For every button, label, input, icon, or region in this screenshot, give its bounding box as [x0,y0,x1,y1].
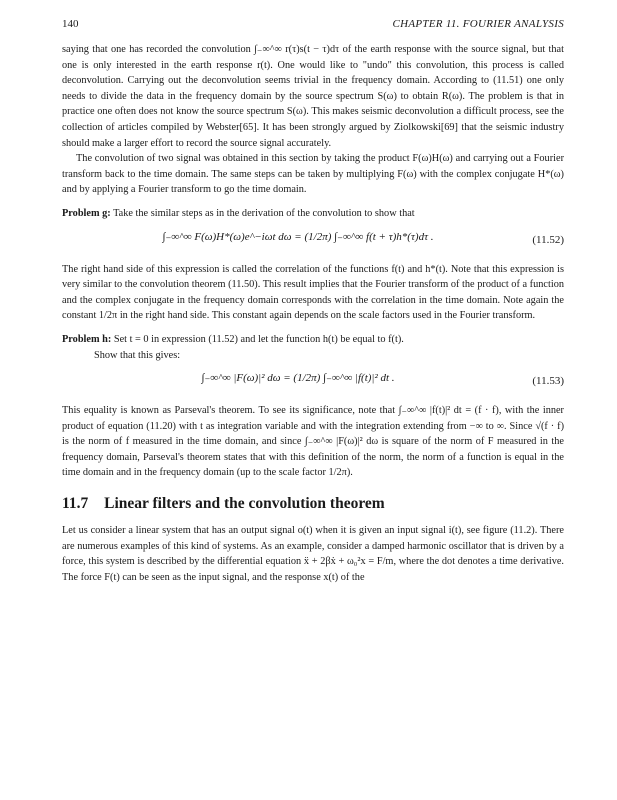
problem-g-text: Take the similar steps as in the derivation of the convolution to show that [113,207,415,219]
page-number: 140 [62,18,79,30]
equation-11-52-body: ∫₋∞^∞ F(ω)H*(ω)e^−iωt dω = (1/2π) ∫₋∞^∞ f(t + τ)h*(τ)dτ . [162,230,434,243]
section-heading [62,495,564,513]
paragraph-parseval: This equality is known as Parseval's theorem. To see its significance, note that ∫₋∞^∞ |f(t)|² dt = (f · f), with the inner product of equation (11.20) with t as integration variable and with the integration extending from −∞ to ∞. Since √(f · f) is the norm of f measured in the time domain, and since ∫₋∞^∞ |F(ω)|² dω is square of the norm of F measured in the frequency domain, Parseval's theorem states that with this definition of the norm, the norm of a function is equal in the time domain and in the frequency domain (up to the scale factor 1/2π). [62,405,564,479]
equation-11-52 [62,222,564,262]
problem-h [62,332,564,348]
paragraph-deconvolution: saying that one has recorded the convolution ∫₋∞^∞ r(τ)s(t − τ)dτ of the earth response with the source signal, but that one is only interested in the earth response r(t). One would like to "undo" this convolution, this process is called deconvolution. Carrying out the deconvolution seems trivial in the frequency domain. According to (11.51) one only needs to divide the data in the frequency domain by the source spectrum S(ω) to obtain R(ω). The problem is that in practice one often does not know the source spectrum S(ω). This makes seismic deconvolution a difficult process, see the collection of articles compiled by Webster[65]. It has been strongly argued by Ziolkowski[69] that the seismic industry should make a larger effort to record the source signal accurately. [62,44,564,149]
page-header [62,18,564,34]
equation-11-53 [62,363,564,403]
equation-11-52-number: (11.52) [532,233,564,246]
section-title: Linear filters and the convolution theorem [104,495,385,513]
paragraph-linear-filters: Let us consider a linear system that has an output signal o(t) when it is given an input signal i(t), see figure (11.2). There are numerous examples of this kind of systems. As an example, consider a damped harmonic oscillator that is driven by a force, this system is described by the differential equation ẍ + 2βẋ + ω₀²x = F/m, where the dot denotes a time derivative. The force F(t) can be seen as the input signal, and the response x(t) of the [62,525,564,583]
problem-g [62,206,564,222]
section-number: 11.7 [62,495,89,513]
equation-11-53-number: (11.53) [532,375,564,388]
problem-h-text-2: Show that this gives: [94,349,181,361]
page [62,18,564,585]
problem-h-label: Problem h: [62,333,112,345]
equation-11-53-body: ∫₋∞^∞ |F(ω)|² dω = (1/2π) ∫₋∞^∞ |f(t)|² dt . [201,372,395,385]
problem-h-text: Set t = 0 in expression (11.52) and let the function h(t) be equal to f(t). [113,333,404,345]
paragraph-correlation-intro: The convolution of two signal was obtained in this section by taking the product F(ω)H(ω) and carrying out a Fourier transform back to the time domain. The same steps can be taken by multiplying F(ω) with the complex conjugate H*(ω) and by applying a Fourier transform to go the time domain. [62,153,564,196]
paragraph-correlation: The right hand side of this expression is called the correlation of the functions f(t) and h*(t). Note that this expression is very similar to the convolution theorem (11.50). This result implies that the Fourier transform of the product of a function and the complex conjugate in the frequency domain corresponds with the correlation in the time domain. Note again the constant 1/2π in the right hand side. This constant again depends on the scale factors used in the Fourier transform. [62,263,564,322]
chapter-title: CHAPTER 11. FOURIER ANALYSIS [392,18,564,30]
problem-g-label: Problem g: [62,207,111,219]
